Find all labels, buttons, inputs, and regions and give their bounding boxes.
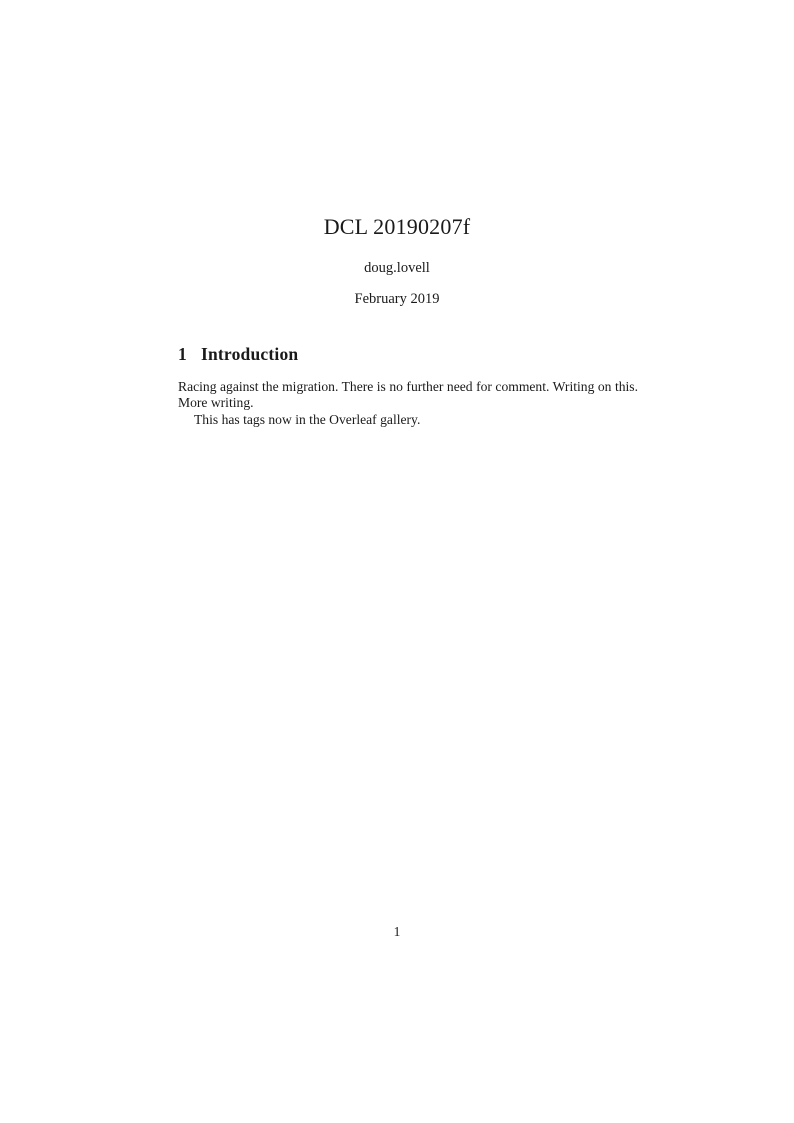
page-title: DCL 20190207f: [323, 214, 471, 239]
paragraph: Racing against the migration. There is no further need for comment. Writing on this. More writing.: [178, 379, 638, 411]
page-number: 1: [393, 924, 401, 939]
author: doug.lovell: [364, 260, 430, 276]
paragraph: This has tags now in the Overleaf gallery.: [194, 411, 421, 427]
body-text: [178, 379, 638, 428]
section-title: Introduction: [200, 344, 299, 364]
section-heading: [178, 344, 298, 365]
section-number: 1: [178, 344, 187, 364]
date: February 2019: [354, 291, 440, 307]
